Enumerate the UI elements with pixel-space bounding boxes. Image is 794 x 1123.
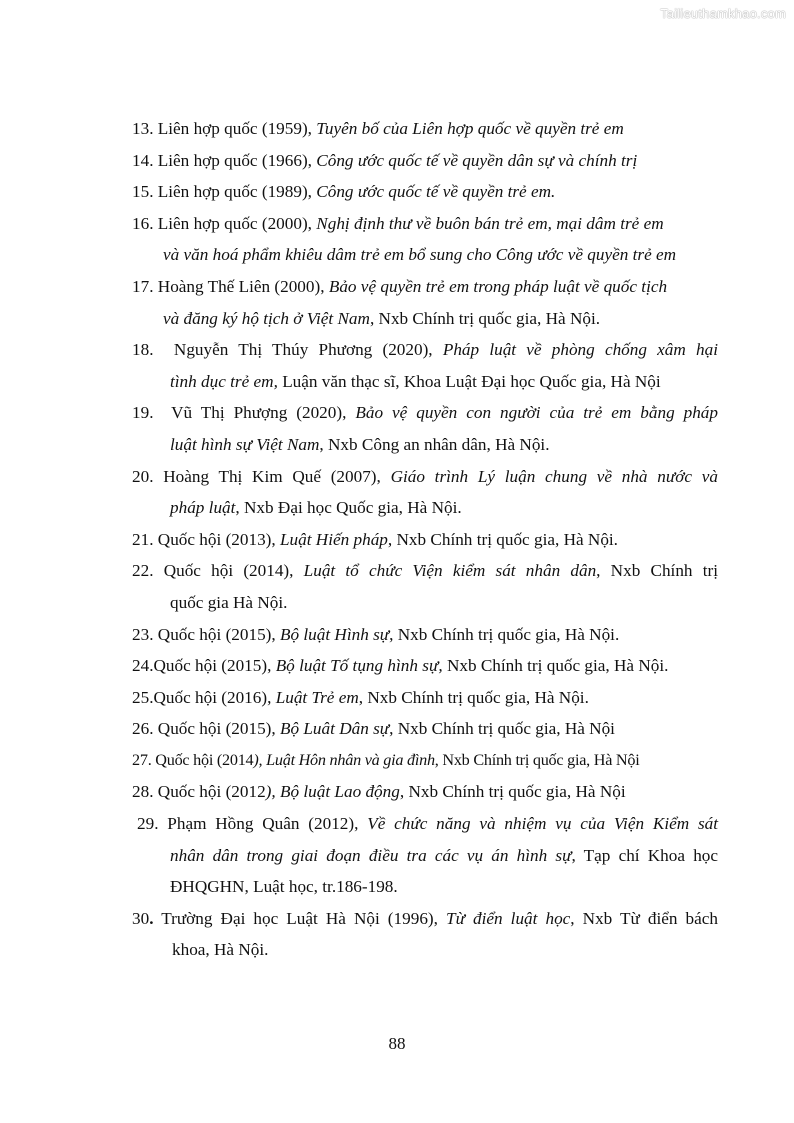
reference-title: Công ước quốc tế về quyền dân sự và chính trị <box>316 150 638 170</box>
reference-number: 22. <box>132 561 154 581</box>
reference-author: Quốc hội (2013), <box>157 529 276 549</box>
reference-publisher: , Nxb Chính trị quốc gia, Hà Nội. <box>369 308 601 328</box>
reference-title: Pháp luật về phòng chống xâm hại <box>442 340 718 360</box>
reference-author: Vũ Thị Phượng (2020), <box>171 403 347 423</box>
reference-item-29 <box>132 808 718 903</box>
reference-number: 29. <box>137 814 159 834</box>
reference-item-18 <box>132 334 718 397</box>
reference-author: Quốc hội (2015), <box>157 719 276 739</box>
reference-number: 24. <box>132 656 154 676</box>
page-number: 88 <box>388 1034 406 1053</box>
reference-title: Luật Hiến pháp <box>279 529 388 549</box>
reference-number: 21. <box>132 529 154 549</box>
reference-item-14 <box>132 145 718 177</box>
reference-author: Nguyễn Thị Thúy Phương (2020), <box>173 340 433 360</box>
reference-title: ), Luật Hôn nhân và gia đình <box>253 750 435 769</box>
reference-title: Bảo vệ quyền trẻ em trong pháp luật về quốc tịch <box>328 276 668 296</box>
reference-number: 26. <box>132 719 154 739</box>
reference-number: 30 <box>132 908 150 928</box>
reference-number: 17. <box>132 276 154 296</box>
reference-title-continued: luật hình sự Việt Nam <box>170 434 320 454</box>
reference-number: 14. <box>132 150 154 170</box>
reference-item-28 <box>132 776 718 808</box>
reference-publisher: , Nxb Chính trị quốc gia, Hà Nội <box>434 750 640 769</box>
reference-publisher: Nxb Chính trị quốc gia, Hà Nội. <box>442 656 669 676</box>
reference-publisher: , Nxb Chính trị quốc gia, Hà Nội. <box>358 687 589 707</box>
reference-publisher: , Nxb Công an nhân dân, Hà Nội. <box>319 434 550 454</box>
reference-title: Công ước quốc tế về quyền trẻ em. <box>316 182 556 202</box>
reference-author: Liên hợp quốc (1989), <box>157 182 312 202</box>
reference-author: Liên hợp quốc (1966), <box>157 150 312 170</box>
reference-title-continued: tình dục trẻ em, <box>170 371 278 391</box>
reference-title: Bộ luật Tố tụng hình sự, <box>275 656 443 676</box>
reference-author: Quốc hội (2015), <box>157 624 276 644</box>
reference-author: Liên hợp quốc (1959), <box>157 119 312 138</box>
reference-item-26 <box>132 713 718 745</box>
reference-publisher: , Nxb Chính trị quốc gia, Hà Nội <box>399 782 626 802</box>
reference-item-25 <box>132 682 718 714</box>
reference-publisher: , Nxb Chính trị quốc gia, Hà Nội <box>389 719 615 739</box>
reference-publisher: , Nxb Chính trị quốc gia, Hà Nội. <box>387 529 618 549</box>
reference-title: ), Bộ luật Lao động <box>265 782 400 802</box>
reference-item-13 <box>132 113 718 145</box>
reference-item-30 <box>132 903 718 966</box>
reference-author: Quốc hội (2012 <box>157 782 266 802</box>
reference-number: 16. <box>132 213 154 233</box>
reference-author: Quốc hội (2016), <box>153 687 272 707</box>
reference-item-20 <box>132 461 718 524</box>
reference-title: Bảo vệ quyền con người của trẻ em bằng pháp <box>355 403 718 423</box>
reference-item-27 <box>132 745 718 777</box>
reference-number: 13. <box>132 119 154 138</box>
reference-item-23 <box>132 619 718 651</box>
reference-publisher: , Nxb Từ điển bách <box>570 908 718 928</box>
reference-publisher: Luận văn thạc sĩ, Khoa Luật Đại học Quốc gia, Hà Nội <box>282 371 661 391</box>
reference-title: Bộ luật Hình sự <box>279 624 390 644</box>
reference-number-dot: . <box>149 908 154 928</box>
reference-number: 27. <box>132 750 152 769</box>
reference-number: 20. <box>132 466 154 486</box>
watermark-text: Tailieuthamkhao.com <box>660 6 786 21</box>
reference-title: Luật Trẻ em <box>275 687 359 707</box>
reference-publisher: , Nxb Chính trị quốc gia, Hà Nội. <box>389 624 620 644</box>
reference-author: Phạm Hồng Quân (2012), <box>167 814 359 834</box>
reference-number: 18. <box>132 340 154 360</box>
reference-title-continued: và đăng ký hộ tịch ở Việt Nam <box>163 308 370 328</box>
reference-number: 23. <box>132 624 154 644</box>
reference-publisher-continued: quốc gia Hà Nội. <box>170 592 288 612</box>
reference-number: 25. <box>132 687 154 707</box>
reference-title: Giáo trình Lý luận chung về nhà nước và <box>390 466 718 486</box>
reference-title: Luật tổ chức Viện kiểm sát nhân dân <box>303 561 597 581</box>
reference-author: Quốc hội (2015), <box>153 656 272 676</box>
reference-item-17 <box>132 271 718 334</box>
reference-item-16 <box>132 208 718 271</box>
reference-title: Về chức năng và nhiệm vụ của Viện Kiểm sát <box>367 814 719 834</box>
reference-item-22 <box>132 555 718 618</box>
reference-author: Liên hợp quốc (2000), <box>157 213 312 233</box>
reference-author: Trường Đại học Luật Hà Nội (1996), <box>161 908 438 928</box>
reference-number: 15. <box>132 182 154 202</box>
reference-number: 28. <box>132 782 154 802</box>
reference-author: Quốc hội (2014), <box>163 561 294 581</box>
reference-publisher-continued: khoa, Hà Nội. <box>172 940 269 960</box>
reference-publisher: , Nxb Chính trị <box>596 561 719 581</box>
reference-number: 19. <box>132 403 154 423</box>
reference-title: Bộ Luât Dân sự <box>279 719 390 739</box>
reference-title-continued: và văn hoá phẩm khiêu dâm trẻ em bổ sung cho Công ước về quyền trẻ em <box>163 245 677 265</box>
reference-item-19 <box>132 397 718 460</box>
reference-title-continued: pháp luật <box>170 498 236 518</box>
reference-title: Từ điển luật học <box>446 908 571 928</box>
reference-publisher: , Tạp chí Khoa học <box>571 845 719 865</box>
reference-author: Quốc hội (2014 <box>155 750 254 769</box>
reference-item-15 <box>132 176 718 208</box>
reference-title: Tuyên bố của Liên hợp quốc về quyền trẻ em <box>316 119 624 138</box>
reference-author: Hoàng Thị Kim Quế (2007), <box>163 466 381 486</box>
reference-item-21 <box>132 524 718 556</box>
reference-title-continued: nhân dân trong giai đoạn điều tra các vụ án hình sự <box>170 845 572 865</box>
reference-list <box>132 113 718 966</box>
reference-item-24 <box>132 650 718 682</box>
reference-publisher-continued: ĐHQGHN, Luật học, tr.186-198. <box>170 877 398 897</box>
reference-publisher: , Nxb Đại học Quốc gia, Hà Nội. <box>235 498 462 518</box>
reference-title: Nghị định thư về buôn bán trẻ em, mại dâm trẻ em <box>316 213 664 233</box>
reference-author: Hoàng Thế Liên (2000), <box>157 276 325 296</box>
